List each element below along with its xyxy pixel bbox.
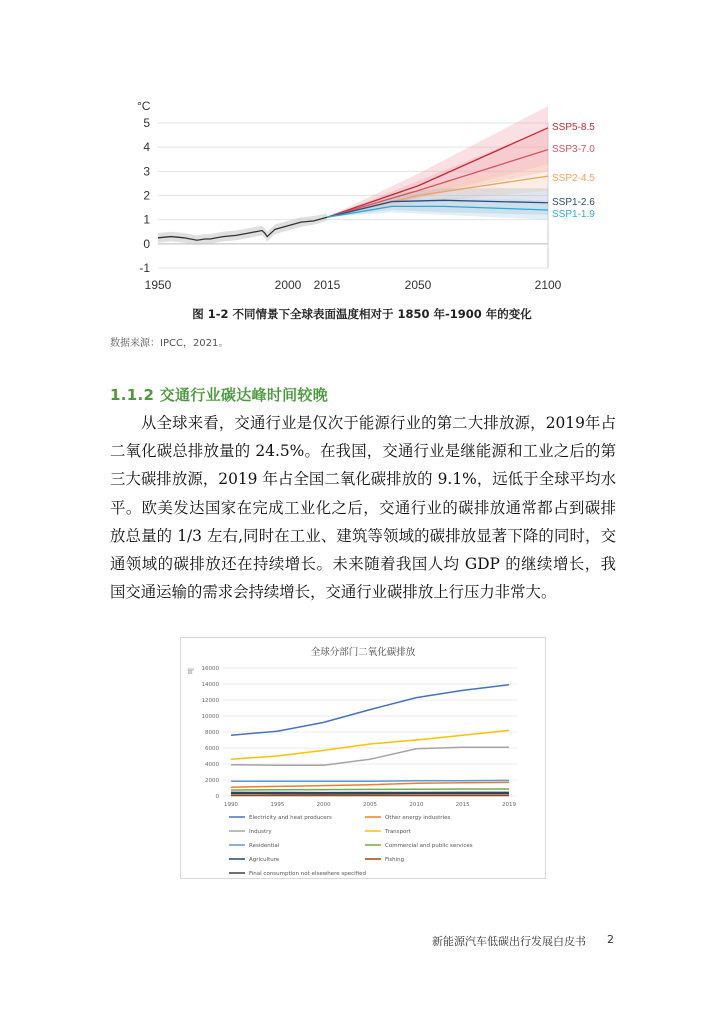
fig1-historical-band [158, 214, 327, 245]
chart2-legend-label: Transport [385, 829, 411, 835]
fig1-y-tick: 3 [143, 164, 150, 179]
fig1-series-labels [552, 122, 595, 220]
fig1-y-tick: 4 [143, 140, 150, 155]
chart2-line-other-energy-industries [231, 782, 509, 787]
fig1-x-tick-labels [145, 278, 562, 292]
footer-title: 新能源汽车低碳出行发展白皮书 [432, 935, 586, 948]
chart2-legend-label: Other energy industries [385, 815, 451, 821]
chart2-line-transport [231, 730, 509, 759]
chart2-x-tick: 1995 [270, 802, 285, 808]
chart2-y-tick: 16000 [201, 666, 219, 672]
chart2-y-tick: 14000 [201, 682, 219, 688]
fig1-y-tick-labels [139, 116, 150, 275]
fig1-x-tick: 2000 [274, 278, 302, 292]
chart2-line-commercial-and-public-services [231, 789, 509, 790]
fig1-y-tick: -1 [139, 261, 150, 275]
section-heading: 1.1.2 交通行业碳达峰时间较晚 [110, 386, 329, 404]
fig1-x-tick: 2050 [404, 278, 432, 292]
fig1-y-tick: 5 [143, 116, 150, 130]
fig1-y-tick: 2 [143, 188, 150, 203]
chart2-title: 全球分部门二氧化碳排放 [310, 647, 416, 658]
fig1-x-tick: 1950 [144, 278, 172, 292]
chart2-x-tick: 2000 [316, 802, 331, 808]
chart2-y-tick: 8000 [205, 730, 219, 736]
chart2-x-tick: 2010 [409, 802, 424, 808]
chart2-x-tick: 2005 [363, 802, 377, 808]
chart2-legend-label: Commercial and public services [385, 843, 473, 849]
chart2-y-tick-labels [202, 666, 220, 800]
fig1-x-tick: 2100 [534, 278, 562, 292]
figure1-caption: 图 1-2 不同情景下全球表面温度相对于 1850 年-1900 年的变化 [192, 307, 532, 321]
chart2-legend-label: Fishing [385, 857, 405, 863]
chart2-legend [229, 815, 473, 877]
chart2-y-tick: 0 [215, 794, 219, 800]
chart2-x-tick: 2015 [455, 802, 470, 808]
temperature-projection-chart [100, 95, 622, 300]
chart2-legend-label: Industry [249, 829, 272, 835]
fig1-uncertainty-bands [158, 106, 548, 245]
chart2-y-axis-label: 吨 [188, 667, 195, 674]
chart2-x-tick: 2019 [502, 802, 516, 808]
chart2-y-tick: 12000 [201, 698, 219, 704]
fig1-x-tick: 2015 [313, 278, 341, 292]
page-number: 2 [607, 933, 614, 946]
fig1-label-SSP5-8.5: SSP5-8.5 [552, 122, 595, 134]
fig1-unit-label: °C [137, 99, 151, 113]
fig1-label-SSP3-7.0: SSP3-7.0 [552, 143, 595, 155]
chart2-y-tick: 10000 [201, 714, 219, 720]
fig1-y-tick: 1 [143, 212, 150, 227]
body-paragraph: 从全球来看，交通行业是仅次于能源行业的第二大排放源，2019年占二氧化碳总排放量的 24.5%。在我国，交通行业是继能源和工业之后的第三大碳排放源，2019 年占全国二氧化碳排放的 9.1%，远低于全球平均水平。欧美发达国家在完成工业化之后，交通行业的碳排放通常都占到碳排放总量的 1/3 左右,同时在工业、建筑等领域的碳排放显著下降的同时，交通领域的碳排放还在持续增长。未来随着我国人均 GDP 的继续增长，我国交通运输的需求会持续增长，交通行业碳排放上行压力非常大。 [110, 414, 616, 602]
fig1-label-SSP1-2.6: SSP1-2.6 [552, 197, 595, 209]
chart2-legend-label: Final consumption not elsewhere specified [249, 871, 366, 877]
chart2-legend-label: Residential [249, 843, 280, 849]
chart2-y-tick: 4000 [205, 762, 219, 768]
chart2-y-tick: 2000 [205, 778, 219, 784]
chart2-line-electricity-and-heat-producers [231, 685, 509, 735]
fig1-label-SSP2-4.5: SSP2-4.5 [552, 172, 595, 184]
fig1-y-tick: 0 [143, 236, 150, 251]
body-text [110, 409, 616, 606]
sector-emissions-chart [180, 637, 546, 879]
sector-emissions-svg [181, 638, 545, 878]
fig1-label-SSP1-1.9: SSP1-1.9 [552, 209, 595, 221]
chart2-legend-label: Electricity and heat producers [249, 815, 332, 821]
chart2-x-tick: 1990 [224, 802, 238, 808]
chart2-line-residential [231, 780, 509, 781]
chart2-x-tick-labels [224, 802, 516, 808]
chart2-y-tick: 6000 [205, 746, 219, 752]
chart2-series-lines [231, 685, 509, 796]
chart2-legend-label: Agriculture [249, 857, 280, 863]
figure1-source: 数据来源：IPCC，2021。 [110, 338, 229, 349]
